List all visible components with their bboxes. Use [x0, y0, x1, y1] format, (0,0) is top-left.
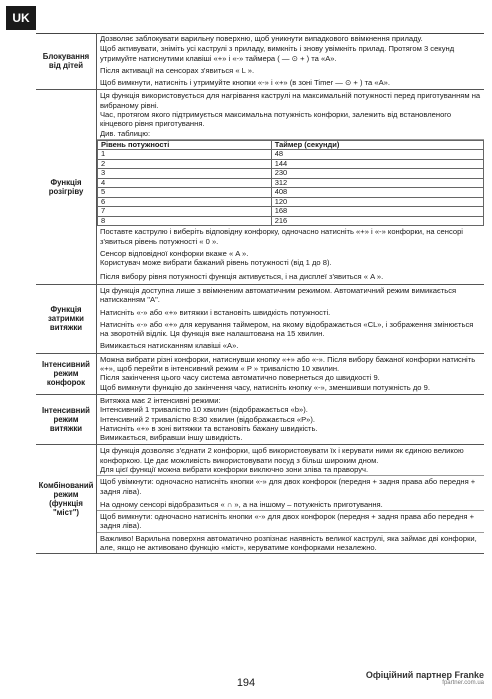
table-row [98, 150, 484, 160]
paragraph: Можна вибрати різні конфорки, натиснувши кнопку «+» або «-». Після вибору бажаної конфорки натисніть «+», щоб перейти в інтенсивний режим « P » тривалістю 10 хвилин. [100, 354, 476, 374]
paragraph: Натисніть «-» або «+» для керування таймером, на якому відображається «CL», і зображення змінюється на зворотній відлік. Ця функція вже налаштована на 15 хвилин. [100, 319, 474, 339]
table-row [98, 188, 484, 198]
section-label: Функція розігріву [36, 90, 97, 283]
section-intense-hood [36, 395, 484, 445]
section-label: Комбінований режим (функція "міст") [36, 445, 97, 553]
paragraph: Щоб вимкнути функцію до закінчення часу, натисніть кнопку «-», зменшивши потужність до 9. [100, 382, 430, 392]
paragraph: Після активації на сенсорах з'явиться « L ». [100, 65, 255, 75]
section-label: Інтенсивний режим витяжки [36, 395, 97, 444]
table-row [98, 178, 484, 188]
paragraph: Дозволяє заблокувати варильну поверхню, щоб уникнути випадкового ввімкнення приладу. [100, 34, 423, 43]
paragraph: Щоб вимкнути, натисніть і утримуйте кнопки «-» і «+» (в зоні Timer — ⊙ + ) та «А». [100, 78, 390, 88]
paragraph: На одному сенсорі відобразиться « ∩ », а на іншому – потужність приготування. [100, 499, 383, 509]
section-intense-zone [36, 354, 484, 395]
table-cell: 5 [98, 188, 272, 198]
table-row [98, 207, 484, 217]
partner-footer [366, 670, 484, 686]
table-cell: 7 [98, 207, 272, 217]
instruction-table [36, 33, 484, 554]
table-header: Рівень потужності [98, 140, 272, 150]
table-row [98, 197, 484, 207]
table-row [98, 169, 484, 179]
table-cell: 4 [98, 178, 272, 188]
paragraph: Див. таблицю: [100, 128, 151, 138]
section-bridge [36, 445, 484, 554]
paragraph: Важливо! Варильна поверхня автоматично розпізнає наявність великої каструлі, яка займає дві конфорки, але, якщо не активовано функцію «міст», керуватиме конфорками незалежно. [100, 533, 477, 553]
section-preheat [36, 90, 484, 284]
page-number: 194 [236, 677, 256, 689]
table-row [98, 216, 484, 226]
paragraph: Поставте каструлю і виберіть відповідну конфорку, одночасно натисніть «+» і «-» конфорки, на сенсорі з'явиться рівень потужності « 0 ». [100, 227, 463, 246]
paragraph: Натисніть «+» в зоні витяжки та встановіть бажану швидкість. [100, 423, 318, 433]
table-cell: 6 [98, 197, 272, 207]
table-cell: 408 [271, 188, 483, 198]
language-badge: UK [6, 6, 36, 30]
table-header: Таймер (секунди) [271, 140, 483, 150]
table-cell: 312 [271, 178, 483, 188]
table-cell: 144 [271, 159, 483, 169]
paragraph: Для цієї функції можна вибрати конфорки виключно зони зліва та праворуч. [100, 465, 369, 474]
table-cell: 8 [98, 216, 272, 226]
table-row [98, 159, 484, 169]
paragraph: Інтенсивний 1 тривалістю 10 хвилин (відображається «b»). [100, 405, 308, 415]
paragraph: Щоб активувати, зніміть усі каструлі з приладу, вимкніть і знову увімкніть прилад. Протягом 3 секунд утримуйте натиснутими клавіші «+» і «-» таймера ( — ⊙ + ) та «А». [100, 44, 455, 63]
section-child-lock [36, 33, 484, 90]
preheat-table [97, 140, 484, 227]
paragraph: Ця функція доступна лише з ввімкненим автоматичним режимом. Автоматичний режим вимикається натисканням "A". [100, 285, 457, 305]
paragraph: Час, протягом якого підтримується максимальна потужність конфорки, залежить від встановленого кінцевого рівня приготування. [100, 110, 452, 129]
section-hood-delay [36, 285, 484, 354]
paragraph: Сенсор відповідної конфорки вкаже « A ». [100, 249, 249, 259]
section-label: Блокування від дітей [36, 33, 97, 89]
paragraph: Після закінчення цього часу система автоматично повернеться до швидкості 9. [100, 373, 380, 383]
paragraph: Ця функція використовується для нагрівання каструлі на максимальній потужності перед приготуванням на вибраному рівні. [100, 91, 481, 110]
paragraph: Користувач може вибрати бажаний рівень потужності (від 1 до 8). [100, 258, 332, 268]
table-cell: 168 [271, 207, 483, 217]
paragraph: Ця функція дозволяє з'єднати 2 конфорки, щоб використовувати їх і керувати ними як єдиною великою конфоркою. Це дає можливість використовувати посуд з більш широким дном. [100, 446, 464, 465]
table-cell: 3 [98, 169, 272, 179]
paragraph: Після вибору рівня потужності функція активується, і на дисплеї з'явиться « A ». [100, 271, 384, 281]
section-label: Функція затримки витяжки [36, 285, 97, 353]
paragraph: Щоб вимкнути: одночасно натисніть кнопки «-» для двох конфорок (передня + задня права або передня + задня ліва). [100, 512, 475, 531]
section-label: Інтенсивний режим конфорок [36, 354, 97, 394]
paragraph: Вимикається натисканням клавіші «A». [100, 341, 239, 351]
paragraph: Витяжка має 2 інтенсивні режими: [100, 395, 221, 405]
table-cell: 216 [271, 216, 483, 226]
paragraph: Вимикається, вибравши іншу швидкість. [100, 433, 243, 443]
table-cell: 230 [271, 169, 483, 179]
table-cell: 120 [271, 197, 483, 207]
paragraph: Натисніть «-» або «+» витяжки і встановіть швидкість потужності. [100, 307, 331, 317]
table-cell: 48 [271, 150, 483, 160]
table-cell: 2 [98, 159, 272, 169]
partner-title: Офіційний партнер Franke [365, 670, 484, 680]
paragraph: Інтенсивний 2 тривалістю 8:30 хвилин (відображається «P»). [100, 414, 316, 424]
partner-url: fpartner.com.ua [442, 680, 484, 686]
paragraph: Щоб увімкнути: одночасно натисніть кнопки «-» для двох конфорок (передня + задня права або передня + задня ліва). [100, 477, 476, 496]
table-cell: 1 [98, 150, 272, 160]
